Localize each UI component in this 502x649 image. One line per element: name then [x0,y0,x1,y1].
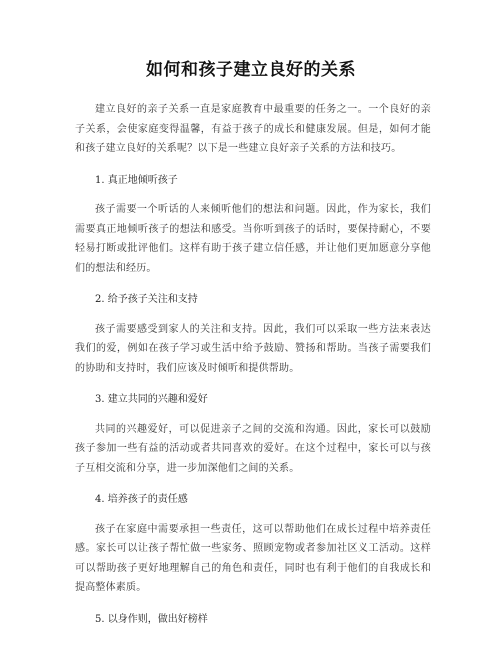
section-body-2: 孩子需要感受到家人的关注和支持。因此，我们可以采取一些方法来表达我们的爱，例如在孩子学习或生活中给予鼓励、赞扬和帮助。当孩子需要我们的协助和支持时，我们应该及时倾听和提供帮助。 [75,323,431,374]
section-heading-1: 1. 真正地倾听孩子 [95,174,178,186]
section-heading-3: 3. 建立共同的兴趣和爱好 [95,394,208,405]
document-title: 如何和孩子建立良好的关系 [146,60,356,80]
document-body [75,100,431,629]
section-body-4: 孩子在家庭中需要承担一些责任，这可以帮助他们在成长过程中培养责任感。家长可以让孩子帮忙做一些家务、照顾宠物或者参加社区义工活动。这样可以帮助孩子更好地理解自己的角色和责任，同时也有利于他们的自我成长和提高整体素质。 [75,523,431,593]
section-heading-2: 2. 给予孩子关注和支持 [95,294,198,305]
intro-paragraph: 建立良好的亲子关系一直是家庭教育中最重要的任务之一。一个良好的亲子关系，会使家庭变得温馨，有益于孩子的成长和健康发展。但是，如何才能和孩子建立良好的关系呢？以下是一些建立良好亲子关系的方法和技巧。 [75,104,431,154]
section-body-3: 共同的兴趣爱好，可以促进亲子之间的交流和沟通。因此，家长可以鼓励孩子参加一些有益的活动或者共同喜欢的爱好。在这个过程中，家长可以与孩子互相交流和分享，进一步加深他们之间的关系。 [75,423,431,474]
section-heading-5: 5. 以身作则，做出好榜样 [95,613,208,625]
section-body-1: 孩子需要一个听话的人来倾听他们的想法和问题。因此，作为家长，我们需要真正地倾听孩子的想法和感受。当你听到孩子的话时，要保持耐心，不要轻易打断或批评他们。这样有助于孩子建立信任感，并让他们更加愿意分享他们的想法和经历。 [75,204,431,274]
section-heading-4: 4. 培养孩子的责任感 [95,494,188,505]
